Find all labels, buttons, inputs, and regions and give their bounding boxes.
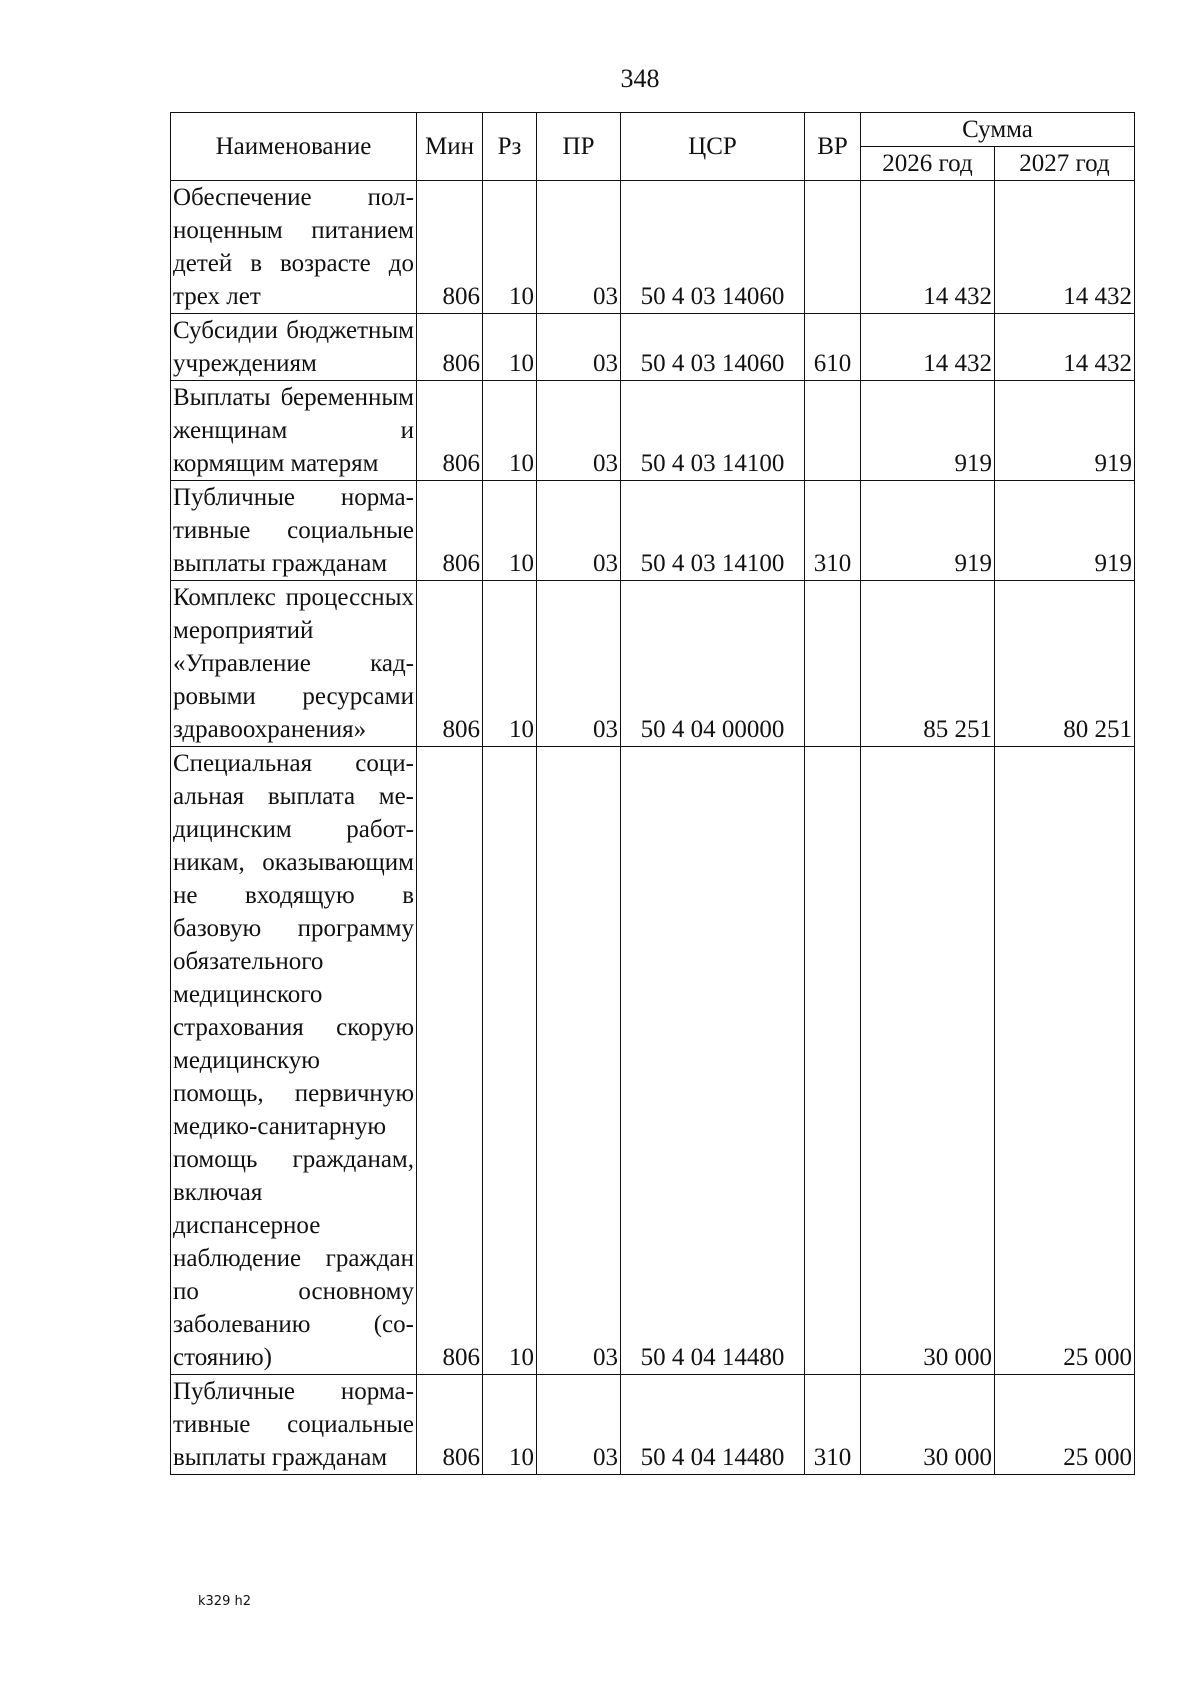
row-sum-2026: 85 251 [861, 581, 995, 747]
row-sum-2027: 919 [995, 481, 1135, 581]
row-vr [805, 581, 861, 747]
row-sum-2026: 30 000 [861, 1375, 995, 1475]
row-csr: 50 4 03 14060 [621, 314, 805, 381]
table-row [171, 381, 1135, 481]
row-vr [805, 381, 861, 481]
row-pr: 03 [537, 1375, 621, 1475]
row-sum-2026: 919 [861, 481, 995, 581]
row-sum-2027: 80 251 [995, 581, 1135, 747]
row-sum-2026: 14 432 [861, 181, 995, 314]
row-name: Публичные нормативные социальные выплаты гражданам [171, 481, 417, 581]
row-rz: 10 [483, 181, 537, 314]
row-pr: 03 [537, 181, 621, 314]
row-rz: 10 [483, 1375, 537, 1475]
page-number: 348 [620, 64, 660, 93]
row-vr [805, 747, 861, 1375]
row-csr: 50 4 03 14100 [621, 381, 805, 481]
row-csr: 50 4 04 14480 [621, 1375, 805, 1475]
row-name: Субсидии бюджетным учреждениям [171, 314, 417, 381]
row-rz: 10 [483, 314, 537, 381]
table-row [171, 314, 1135, 381]
row-vr: 310 [805, 1375, 861, 1475]
row-pr: 03 [537, 381, 621, 481]
row-min: 806 [417, 1375, 483, 1475]
row-sum-2027: 919 [995, 381, 1135, 481]
col-header-csr: ЦСР [621, 113, 805, 181]
row-sum-2027: 14 432 [995, 181, 1135, 314]
col-header-min: Мин [417, 113, 483, 181]
row-sum-2026: 919 [861, 381, 995, 481]
row-min: 806 [417, 747, 483, 1375]
row-sum-2027: 25 000 [995, 747, 1135, 1375]
row-vr: 610 [805, 314, 861, 381]
row-csr: 50 4 03 14060 [621, 181, 805, 314]
col-header-pr: ПР [537, 113, 621, 181]
table-row [171, 181, 1135, 314]
row-sum-2026: 14 432 [861, 314, 995, 381]
col-header-vr: ВР [805, 113, 861, 181]
col-header-rz: Рз [483, 113, 537, 181]
row-rz: 10 [483, 747, 537, 1375]
row-sum-2027: 14 432 [995, 314, 1135, 381]
col-header-sum: Сумма [861, 113, 1135, 147]
row-name: Публичные нормативные социальные выплаты гражданам [171, 1375, 417, 1475]
row-pr: 03 [537, 314, 621, 381]
row-pr: 03 [537, 581, 621, 747]
row-vr: 310 [805, 481, 861, 581]
row-csr: 50 4 03 14100 [621, 481, 805, 581]
budget-table [170, 112, 1135, 1475]
table-row [171, 481, 1135, 581]
row-name: Выплаты беременным женщинам и кормящим матерям [171, 381, 417, 481]
table-row [171, 747, 1135, 1375]
row-pr: 03 [537, 747, 621, 1375]
row-min: 806 [417, 481, 483, 581]
row-vr [805, 181, 861, 314]
row-min: 806 [417, 314, 483, 381]
row-sum-2026: 30 000 [861, 747, 995, 1375]
row-name: Обеспечение полноценным питанием детей в возрасте до трех лет [171, 181, 417, 314]
row-csr: 50 4 04 00000 [621, 581, 805, 747]
row-name: Комплекс процессных мероприятий «Управление кадровыми ресурсами здравоохранения» [171, 581, 417, 747]
col-header-2026: 2026 год [861, 147, 995, 181]
row-min: 806 [417, 381, 483, 481]
row-name: Специальная социальная выплата медицинским работникам, оказывающим не входящую в базовую программу обязательного медицинского страхования скорую медицинскую помощь, первичную медико-санитарную помощь гражданам, включая диспансерное наблюдение граждан по основному заболеванию (состоянию) [171, 747, 417, 1375]
table-row [171, 1375, 1135, 1475]
row-min: 806 [417, 181, 483, 314]
col-header-2027: 2027 год [995, 147, 1135, 181]
row-rz: 10 [483, 581, 537, 747]
footer-code: k329 h2 [198, 1594, 251, 1609]
row-rz: 10 [483, 481, 537, 581]
row-csr: 50 4 04 14480 [621, 747, 805, 1375]
table-row [171, 581, 1135, 747]
col-header-name: Наименование [171, 113, 417, 181]
header-row-top [171, 113, 1135, 147]
row-pr: 03 [537, 481, 621, 581]
row-rz: 10 [483, 381, 537, 481]
row-sum-2027: 25 000 [995, 1375, 1135, 1475]
row-min: 806 [417, 581, 483, 747]
